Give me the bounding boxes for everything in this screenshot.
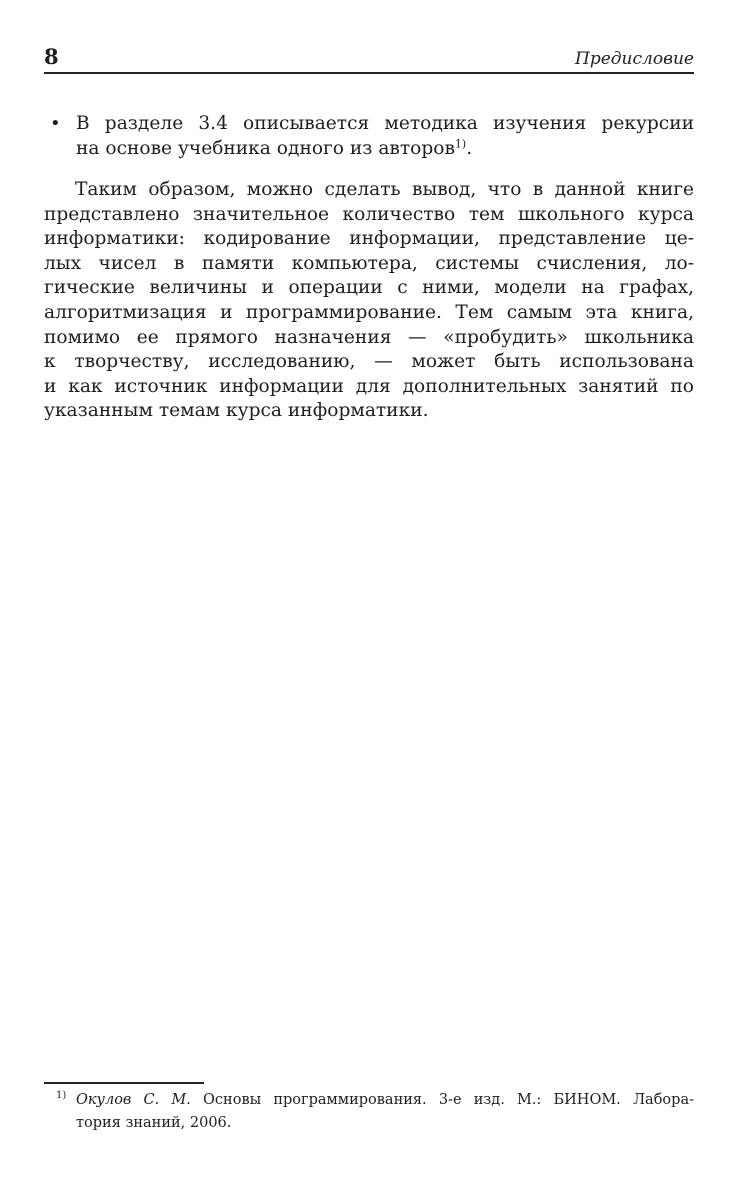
footnote-line [76,1089,694,1112]
page-number: 8 [44,44,59,69]
footnote-reference[interactable]: 1) [454,137,467,150]
text-line-content: на основе учебника одного из авторов [76,137,455,159]
footnote-line: тория знаний, 2006. [76,1114,232,1131]
footnote-mark: 1) [56,1090,67,1101]
text-line: гические величины и операции с ними, модели на графах, [44,277,694,299]
text-line: и как источник информации для дополнительных занятий по [44,375,694,397]
bullet-text [76,112,694,161]
footnote-title: Основы программирования. 3-е изд. М.: БИНОМ. Лабора- [190,1092,694,1108]
text-line [76,137,694,162]
text-line: Таким образом, можно сделать вывод, что в данной книге [75,179,694,200]
footnote-author: Окулов С. М. [76,1092,191,1108]
text-line: указанным темам курса информатики. [44,400,429,422]
footnote-divider [44,1082,204,1084]
footnote [44,1089,694,1134]
text-line: алгоритмизация и программирование. Тем самым эта книга, [44,301,694,323]
body-paragraph [44,178,694,424]
text-line: информатики: кодирование информации, представление це- [44,228,694,250]
text-line: представлено значительное количество тем школьного курса [44,203,694,225]
text-line: к творчеству, исследованию, — может быть использована [44,351,694,373]
text-line: помимо ее прямого назначения — «пробудить» школьника [44,326,694,348]
bullet-icon: • [50,113,61,134]
text-line: В разделе 3.4 описывается методика изучения рекурсии [76,113,694,134]
text-line: лых чисел в памяти компьютера, системы счисления, ло- [44,252,694,274]
page-header [44,44,694,74]
text-line-tail: . [466,137,473,159]
running-head: Предисловие [575,49,694,69]
bullet-list-item [44,112,694,161]
